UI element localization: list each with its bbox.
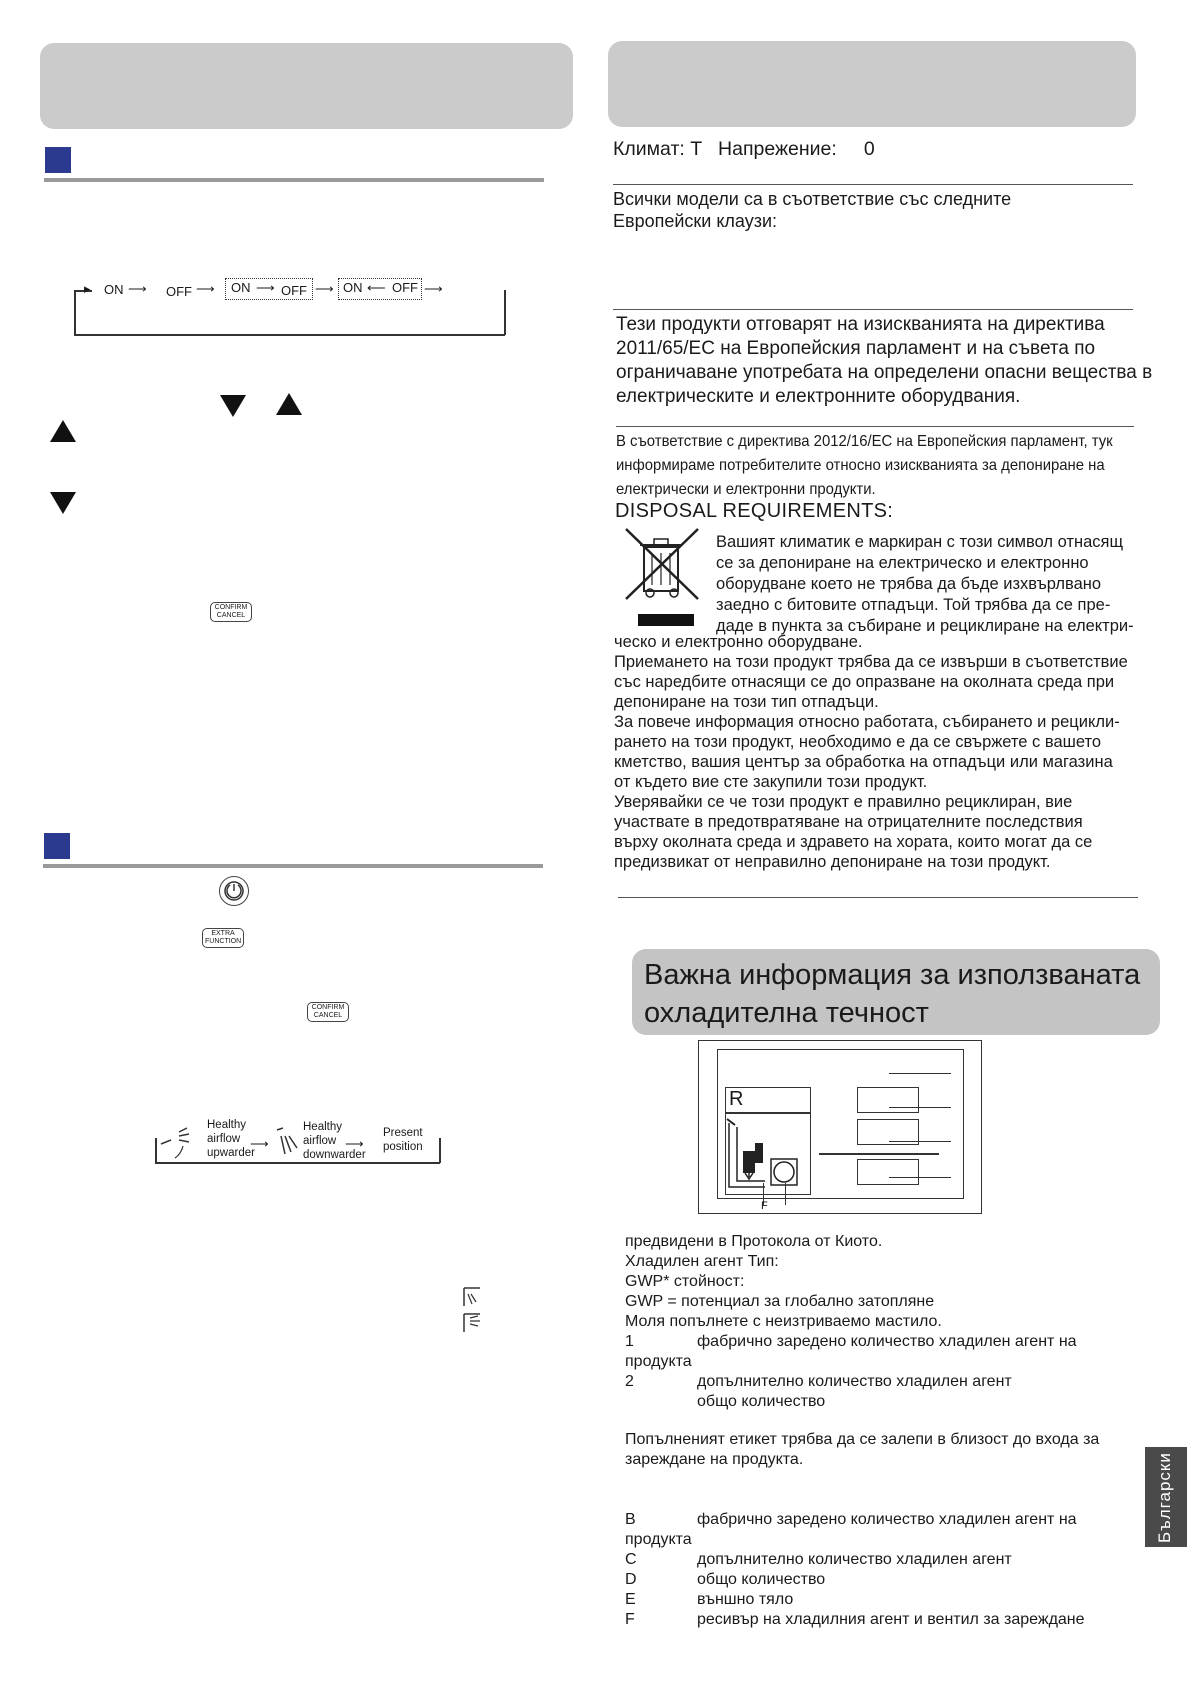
body-line: от където вие сте закупили този продукт.: [614, 773, 928, 791]
divider: [616, 426, 1134, 427]
body-line: За повече информация относно работата, събирането и рецикли-: [614, 713, 1120, 731]
right-header-box: [608, 41, 1136, 127]
mode-cycle-diagram: ▸ ON ⟶ OFF ⟶ ON ⟶ OFF ⟶ ON ⟵ OFF ⟶: [70, 278, 510, 338]
legend-row: F ресивър на хладилния агент и вентил за зареждане: [625, 1611, 1085, 1628]
label-f: F: [761, 1200, 768, 1212]
mode-off-1: OFF: [166, 284, 192, 299]
up-arrow-icon: [50, 420, 76, 442]
body-line: със наредбите отнасящи се до опразване на околната среда при: [614, 673, 1115, 691]
crossed-bin-icon: [622, 525, 702, 625]
airflow-down-icon: [273, 1126, 301, 1162]
refrigerant-lines: [625, 1232, 1145, 1412]
important-title-line-2: охладителна течност: [644, 997, 929, 1029]
receiver-valve-icon: [725, 1113, 809, 1193]
airflow-up-icon: [159, 1124, 199, 1164]
refrigerant-line: Моля попълнете с неизтриваемо мастило.: [625, 1313, 942, 1330]
refrigerant-line: Хладилен агент Тип:: [625, 1253, 779, 1270]
disposal-bar: [638, 614, 694, 626]
up-arrow-icon: [276, 393, 302, 415]
compliance-intro: Всички модели са в съответствие със следните Европейски клаузи:: [613, 189, 1012, 231]
airflow-cycle-diagram: Healthy airflow upwarder ⟶ Healthy airflow downwarder ⟶ Present position: [155, 1118, 445, 1168]
down-arrow-icon: [220, 395, 246, 417]
language-side-tab: [1145, 1447, 1187, 1547]
mode-on-1: ON: [104, 282, 124, 297]
refrigerant-line: предвидени в Протокола от Киото.: [625, 1233, 883, 1250]
left-header-box: [40, 43, 573, 129]
disposal-line: Вашият климатик е маркиран с този символ отнасящ: [716, 533, 1124, 551]
legend-row: C допълнително количество хладилен агент: [625, 1551, 1012, 1568]
legend-list: [625, 1510, 1145, 1630]
airflow-step-2-text: Healthy airflow downwarder: [303, 1121, 366, 1161]
section-marker-2: [44, 833, 70, 859]
mode-on-off-box-2: ON ⟵ OFF: [338, 278, 422, 300]
legend-row: продукта: [625, 1531, 692, 1548]
section-rule-1: [44, 178, 544, 182]
numbered-row: общо количество: [697, 1393, 826, 1410]
legend-row: D общо количество: [625, 1571, 826, 1588]
legend-row: B фабрично заредено количество хладилен агент на: [625, 1511, 1077, 1528]
disposal-heading: DISPOSAL REQUIREMENTS:: [615, 500, 894, 522]
disposal-body: [614, 632, 1174, 872]
confirm-cancel-button-icon: CONFIRM CANCEL: [307, 1002, 349, 1022]
body-line: участвате в предотвратяване на отрицателните последствия: [614, 813, 1083, 831]
louver-up-icon: [462, 1310, 484, 1332]
airflow-step-1-text: Healthy airflow upwarder: [207, 1119, 255, 1159]
section-rule-2: [43, 864, 543, 868]
important-title-line-1: Важна информация за използваната: [644, 959, 1141, 991]
weee-intro: В съответствие с директива 2012/16/ЕС на Европейския парламент, тук информираме потребителите относно изискванията за депониране на електрически и електронни продукти.: [616, 433, 1113, 498]
extra-function-button-icon: EXTRA FUNCTION: [202, 928, 244, 948]
confirm-cancel-button-icon: CONFIRM CANCEL: [210, 602, 252, 622]
body-line: рането на този продукт, необходимо е да се свържете с вашето: [614, 733, 1102, 751]
important-info-header: [632, 949, 1160, 1035]
section-marker-1: [45, 147, 71, 173]
legend-row: E външно тяло: [625, 1591, 794, 1608]
power-icon: [219, 876, 249, 906]
body-line: върху околната среда и здравето на хората, които могат да се: [614, 833, 1093, 851]
refrigerant-line: GWP = потенциал за глобално затопляне: [625, 1293, 935, 1310]
mode-on-off-box-1: ON ⟶ OFF: [225, 278, 313, 300]
louver-down-icon: [462, 1286, 484, 1308]
label-r: R: [729, 1088, 744, 1110]
disposal-wrap-text: [716, 532, 1176, 637]
numbered-row: продукта: [625, 1353, 692, 1370]
climate-voltage-line: Климат: T Напрежение: 0: [613, 138, 875, 160]
airflow-step-3-text: Present position: [383, 1127, 423, 1153]
body-line: Приемането на този продукт трябва да се извърши в съответствие: [614, 653, 1128, 671]
body-line: Уверявайки се че този продукт е правилно рециклиран, вие: [614, 793, 1073, 811]
numbered-row: 1 фабрично заредено количество хладилен агент на: [625, 1333, 1077, 1350]
disposal-line: даде в пункта за събиране и рециклиране на електри-: [716, 617, 1134, 635]
down-arrow-icon: [50, 492, 76, 514]
disposal-line: оборудване което не трябва да бъде изхвърлвано: [716, 575, 1102, 593]
language-side-tab-label: Български: [1155, 1452, 1174, 1543]
label-note: Попълненият етикет трябва да се залепи в близост до входа за зареждане на продукта.: [625, 1431, 1100, 1468]
disposal-line: се за депониране на електрическо и електронно: [716, 554, 1089, 572]
divider: [613, 184, 1133, 185]
refrigerant-label-diagram: [698, 1040, 982, 1214]
numbered-row: 2 допълнително количество хладилен агент: [625, 1373, 1012, 1390]
body-line: кметство, вашия център за обработка на отпадъци или магазина: [614, 753, 1113, 771]
divider: [613, 309, 1133, 310]
body-line: предизвикат от неправилно депониране на този продукт.: [614, 853, 1051, 871]
body-line: депониране на този тип отпадъци.: [614, 693, 879, 711]
refrigerant-line: GWP* стойност:: [625, 1273, 745, 1290]
divider: [618, 897, 1138, 898]
rohs-text: Тези продукти отговарят на изискванията на директива 2011/65/ЕС на Европейския парламент и на съвета по ограничаване употребата на определени опасни вещества в електрическите и електронните оборудвания.: [616, 314, 1153, 407]
disposal-line: заедно с битовите отпадъци. Той трябва да се пре-: [716, 596, 1111, 614]
body-line: ческо и електронно оборудване.: [614, 633, 863, 651]
